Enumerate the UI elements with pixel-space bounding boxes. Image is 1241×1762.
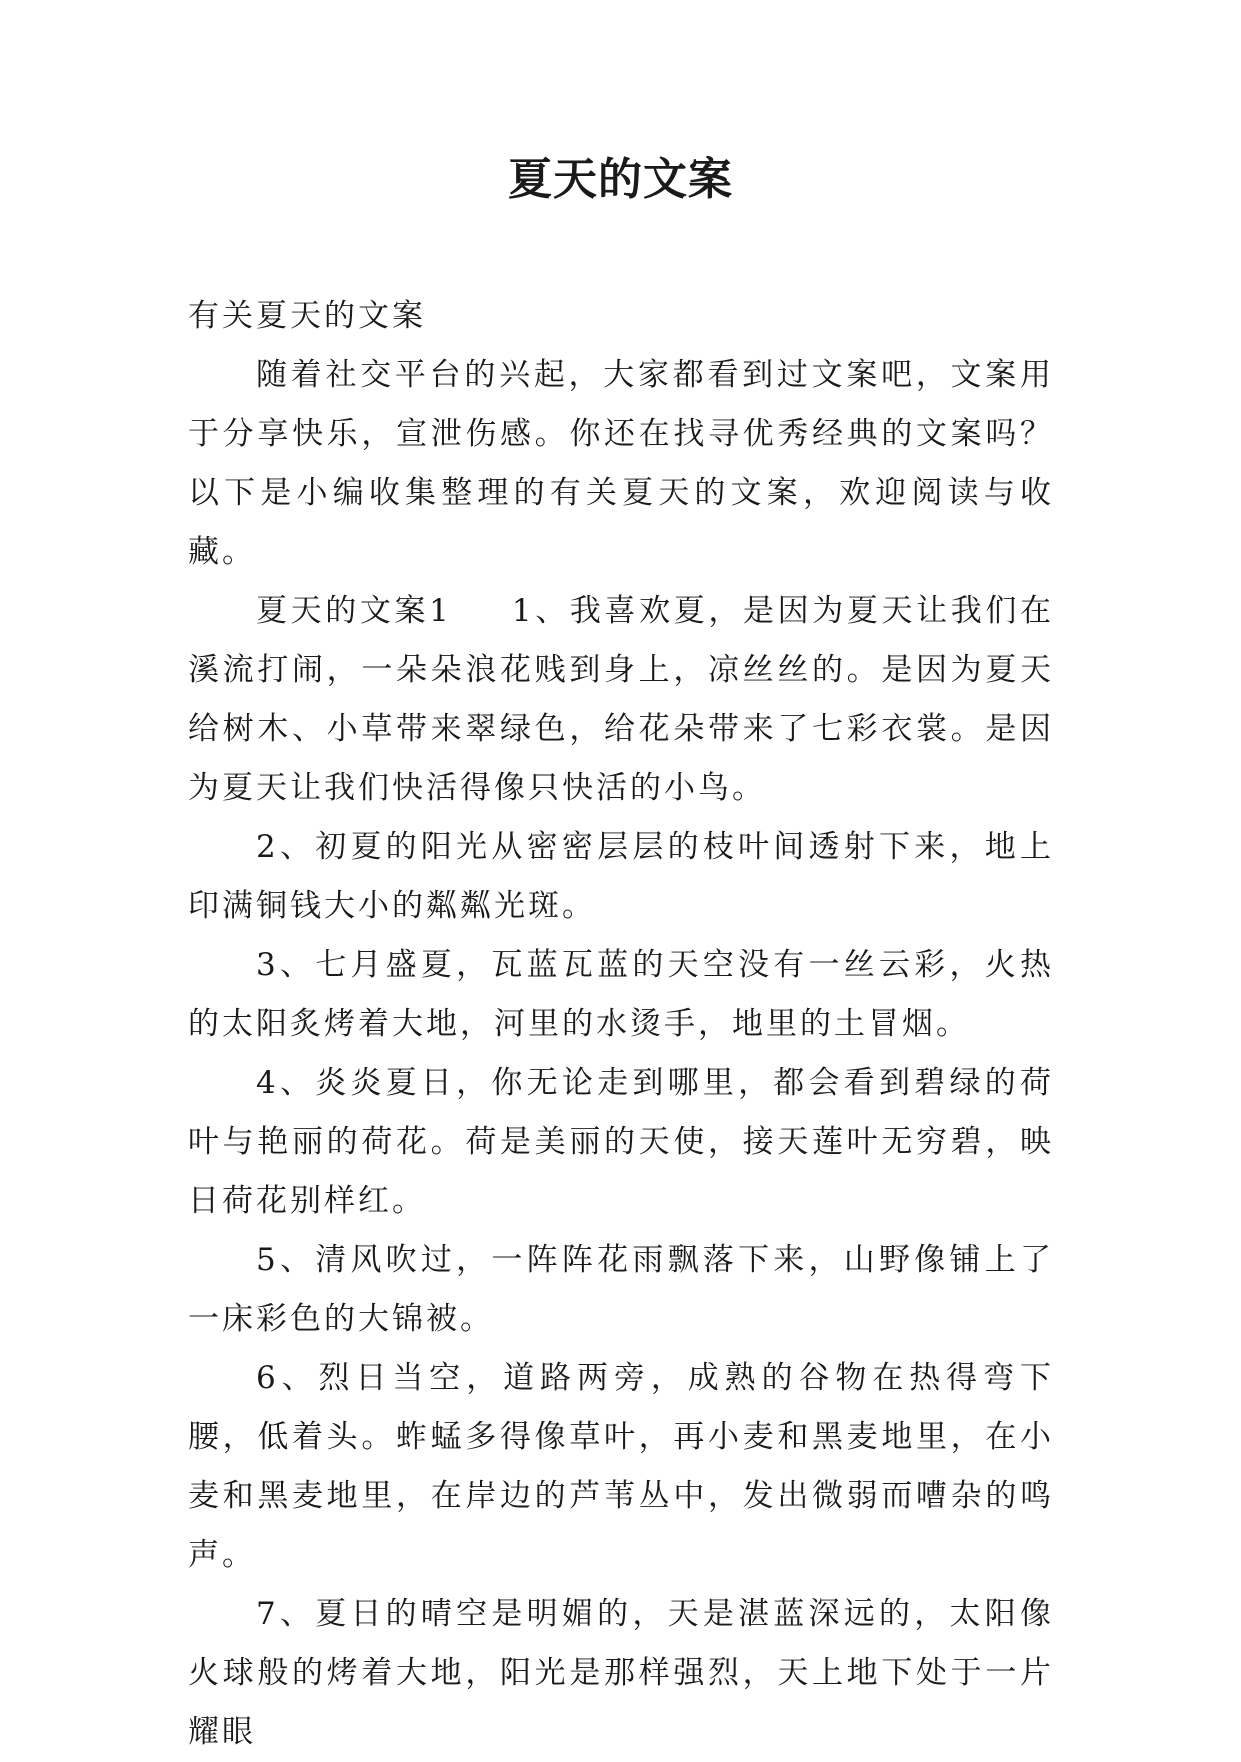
paragraph-item-5: 5、清风吹过，一阵阵花雨飘落下来，山野像铺上了一床彩色的大锦被。 bbox=[188, 1242, 1054, 1337]
paragraph-subtitle: 有关夏天的文案 bbox=[188, 298, 426, 334]
paragraph-item-3: 3、七月盛夏，瓦蓝瓦蓝的天空没有一丝云彩，火热的太阳炙烤着大地，河里的水烫手，地里的土冒烟。 bbox=[188, 947, 1054, 1042]
document-body bbox=[188, 287, 1054, 1762]
paragraph-section-1 bbox=[188, 582, 1054, 818]
page-title bbox=[0, 150, 1241, 210]
paragraph-item-7: 7、夏日的晴空是明媚的，天是湛蓝深远的，太阳像火球般的烤着大地，阳光是那样强烈，天上地下处于一片耀眼 bbox=[188, 1596, 1054, 1750]
paragraph-intro: 随着社交平台的兴起，大家都看到过文案吧，文案用于分享快乐，宣泄伤感。你还在找寻优秀经典的文案吗？以下是小编收集整理的有关夏天的文案，欢迎阅读与收藏。 bbox=[188, 357, 1054, 570]
item-1-text: 1、我喜欢夏，是因为夏天让我们在溪流打闹，一朵朵浪花贱到身上，凉丝丝的。是因为夏天给树木、小草带来翠绿色，给花朵带来了七彩衣裳。是因为夏天让我们快活得像只快活的小鸟。 bbox=[188, 593, 1054, 806]
title-text: 夏天的文案 bbox=[508, 154, 733, 205]
paragraph-item-6: 6、烈日当空，道路两旁，成熟的谷物在热得弯下腰，低着头。蚱蜢多得像草叶，再小麦和黑麦地里，在小麦和黑麦地里，在岸边的芦苇丛中，发出微弱而嘈杂的鸣声。 bbox=[188, 1360, 1054, 1573]
section-heading: 夏天的文案1 bbox=[256, 593, 452, 629]
paragraph-item-2: 2、初夏的阳光从密密层层的枝叶间透射下来，地上印满铜钱大小的粼粼光斑。 bbox=[188, 829, 1054, 924]
paragraph-item-4: 4、炎炎夏日，你无论走到哪里，都会看到碧绿的荷叶与艳丽的荷花。荷是美丽的天使，接天莲叶无穷碧，映日荷花别样红。 bbox=[188, 1065, 1054, 1219]
